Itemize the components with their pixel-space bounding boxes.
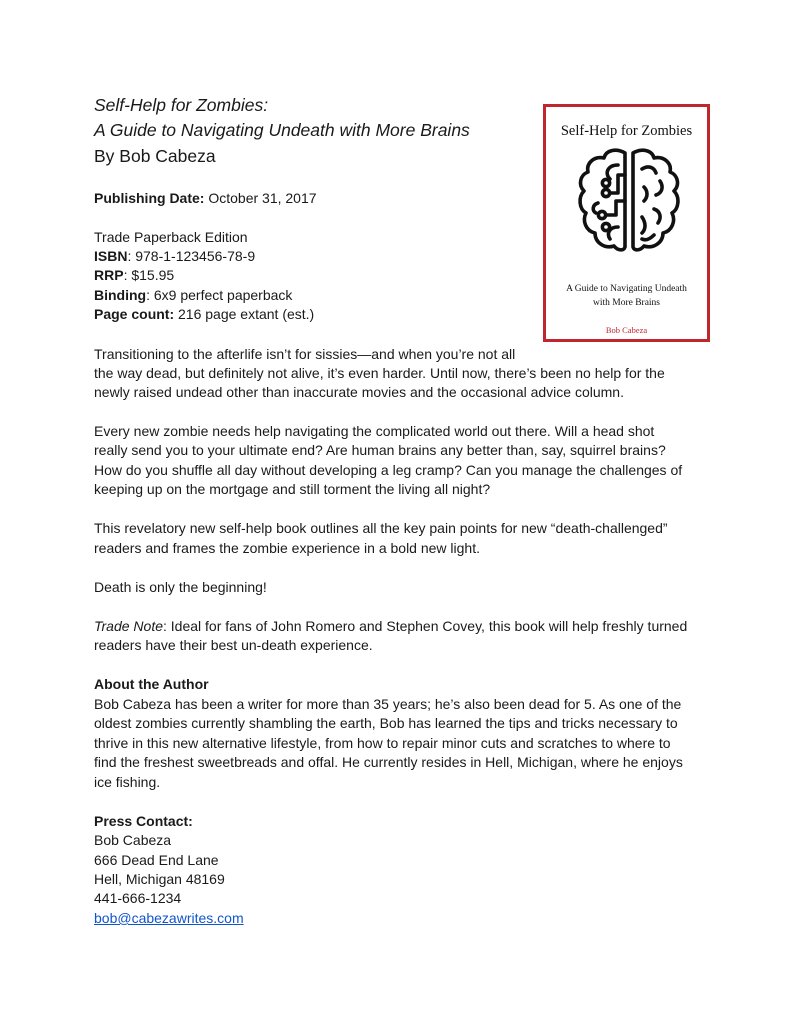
page-count	[94, 305, 314, 325]
edition: Trade Paperback Edition	[94, 229, 248, 245]
about-line-5: ice fishing.	[94, 774, 161, 790]
trade-note	[94, 617, 687, 637]
book-byline: By Bob Cabeza	[94, 146, 216, 166]
binding	[94, 286, 292, 306]
trade-note-label: Trade Note	[94, 618, 163, 634]
publishing-date-label: Publishing Date:	[94, 190, 205, 206]
cover-title: Self-Help for Zombies	[560, 123, 693, 139]
press-heading: Press Contact:	[94, 813, 193, 829]
page-count-value: 216 page extant (est.)	[174, 306, 315, 322]
publishing-date	[94, 189, 317, 209]
questions-line-2: really send you to your ultimate end? Are human brains any better than, say, squirrel brains?	[94, 442, 666, 458]
brain-icon	[576, 147, 682, 255]
outline-line-2: readers and frames the zombie experience in a bold new light.	[94, 540, 480, 556]
about-line-1: Bob Cabeza has been a writer for more than 35 years; he’s also been dead for 5. As one of the	[94, 696, 682, 712]
binding-label: Binding	[94, 287, 147, 303]
binding-value: : 6x9 perfect paperback	[146, 287, 293, 303]
questions-line-4: keeping up on the mortgage and still torment the living all night?	[94, 481, 491, 497]
book-title-line2: A Guide to Navigating Undeath with More Brains	[94, 120, 470, 140]
isbn-value: : 978-1-123456-78-9	[127, 248, 256, 264]
intro-line-2: the way dead, but definitely not alive, it’s even harder. Until now, there’s been no help for the	[94, 365, 665, 381]
publishing-date-value: October 31, 2017	[204, 190, 317, 206]
book-title-line1: Self-Help for Zombies:	[94, 95, 269, 115]
page-count-label: Page count:	[94, 306, 175, 322]
press-phone: 441-666-1234	[94, 890, 182, 906]
isbn	[94, 247, 255, 267]
cover-subtitle-line1: A Guide to Navigating Undeath	[566, 284, 687, 294]
rrp	[94, 266, 174, 286]
book-cover	[543, 104, 710, 342]
questions-line-1: Every new zombie needs help navigating the complicated world out there. Will a head shot	[94, 423, 655, 439]
rrp-value: : $15.95	[123, 267, 175, 283]
cover-author: Bob Cabeza	[605, 325, 648, 335]
intro-line-1: Transitioning to the afterlife isn’t for sissies—and when you’re not all	[94, 346, 516, 362]
isbn-label: ISBN	[94, 248, 128, 264]
cover-subtitle	[546, 282, 707, 310]
press-street: 666 Dead End Lane	[94, 852, 219, 868]
cover-subtitle-line2: with More Brains	[592, 298, 661, 308]
trade-note-line-2: readers have their best un-death experience.	[94, 637, 373, 653]
about-line-2: oldest zombies currently shambling the earth, Bob has learned the tips and tricks necessary to	[94, 715, 678, 731]
press-city: Hell, Michigan 48169	[94, 871, 225, 887]
about-line-3: thrive in this new alternative lifestyle, from how to repair minor cuts and scratches to where to	[94, 735, 671, 751]
press-email-link[interactable]: bob@cabezawrites.com	[94, 910, 244, 926]
trade-note-text: : Ideal for fans of John Romero and Stephen Covey, this book will help freshly turned	[163, 618, 688, 634]
press-name: Bob Cabeza	[94, 832, 172, 848]
questions-line-3: How do you shuffle all day without developing a leg cramp? Can you manage the challenges of	[94, 462, 683, 478]
intro-line-3: newly raised undead other than inaccurate movies and the occasional advice column.	[94, 384, 624, 400]
about-heading: About the Author	[94, 676, 209, 692]
rrp-label: RRP	[94, 267, 124, 283]
about-line-4: find the freshest sweetbreads and offal. He currently resides in Hell, Michigan, where he enjoys	[94, 754, 683, 770]
tagline: Death is only the beginning!	[94, 579, 267, 595]
outline-line-1: This revelatory new self-help book outlines all the key pain points for new “death-challenged”	[94, 520, 668, 536]
